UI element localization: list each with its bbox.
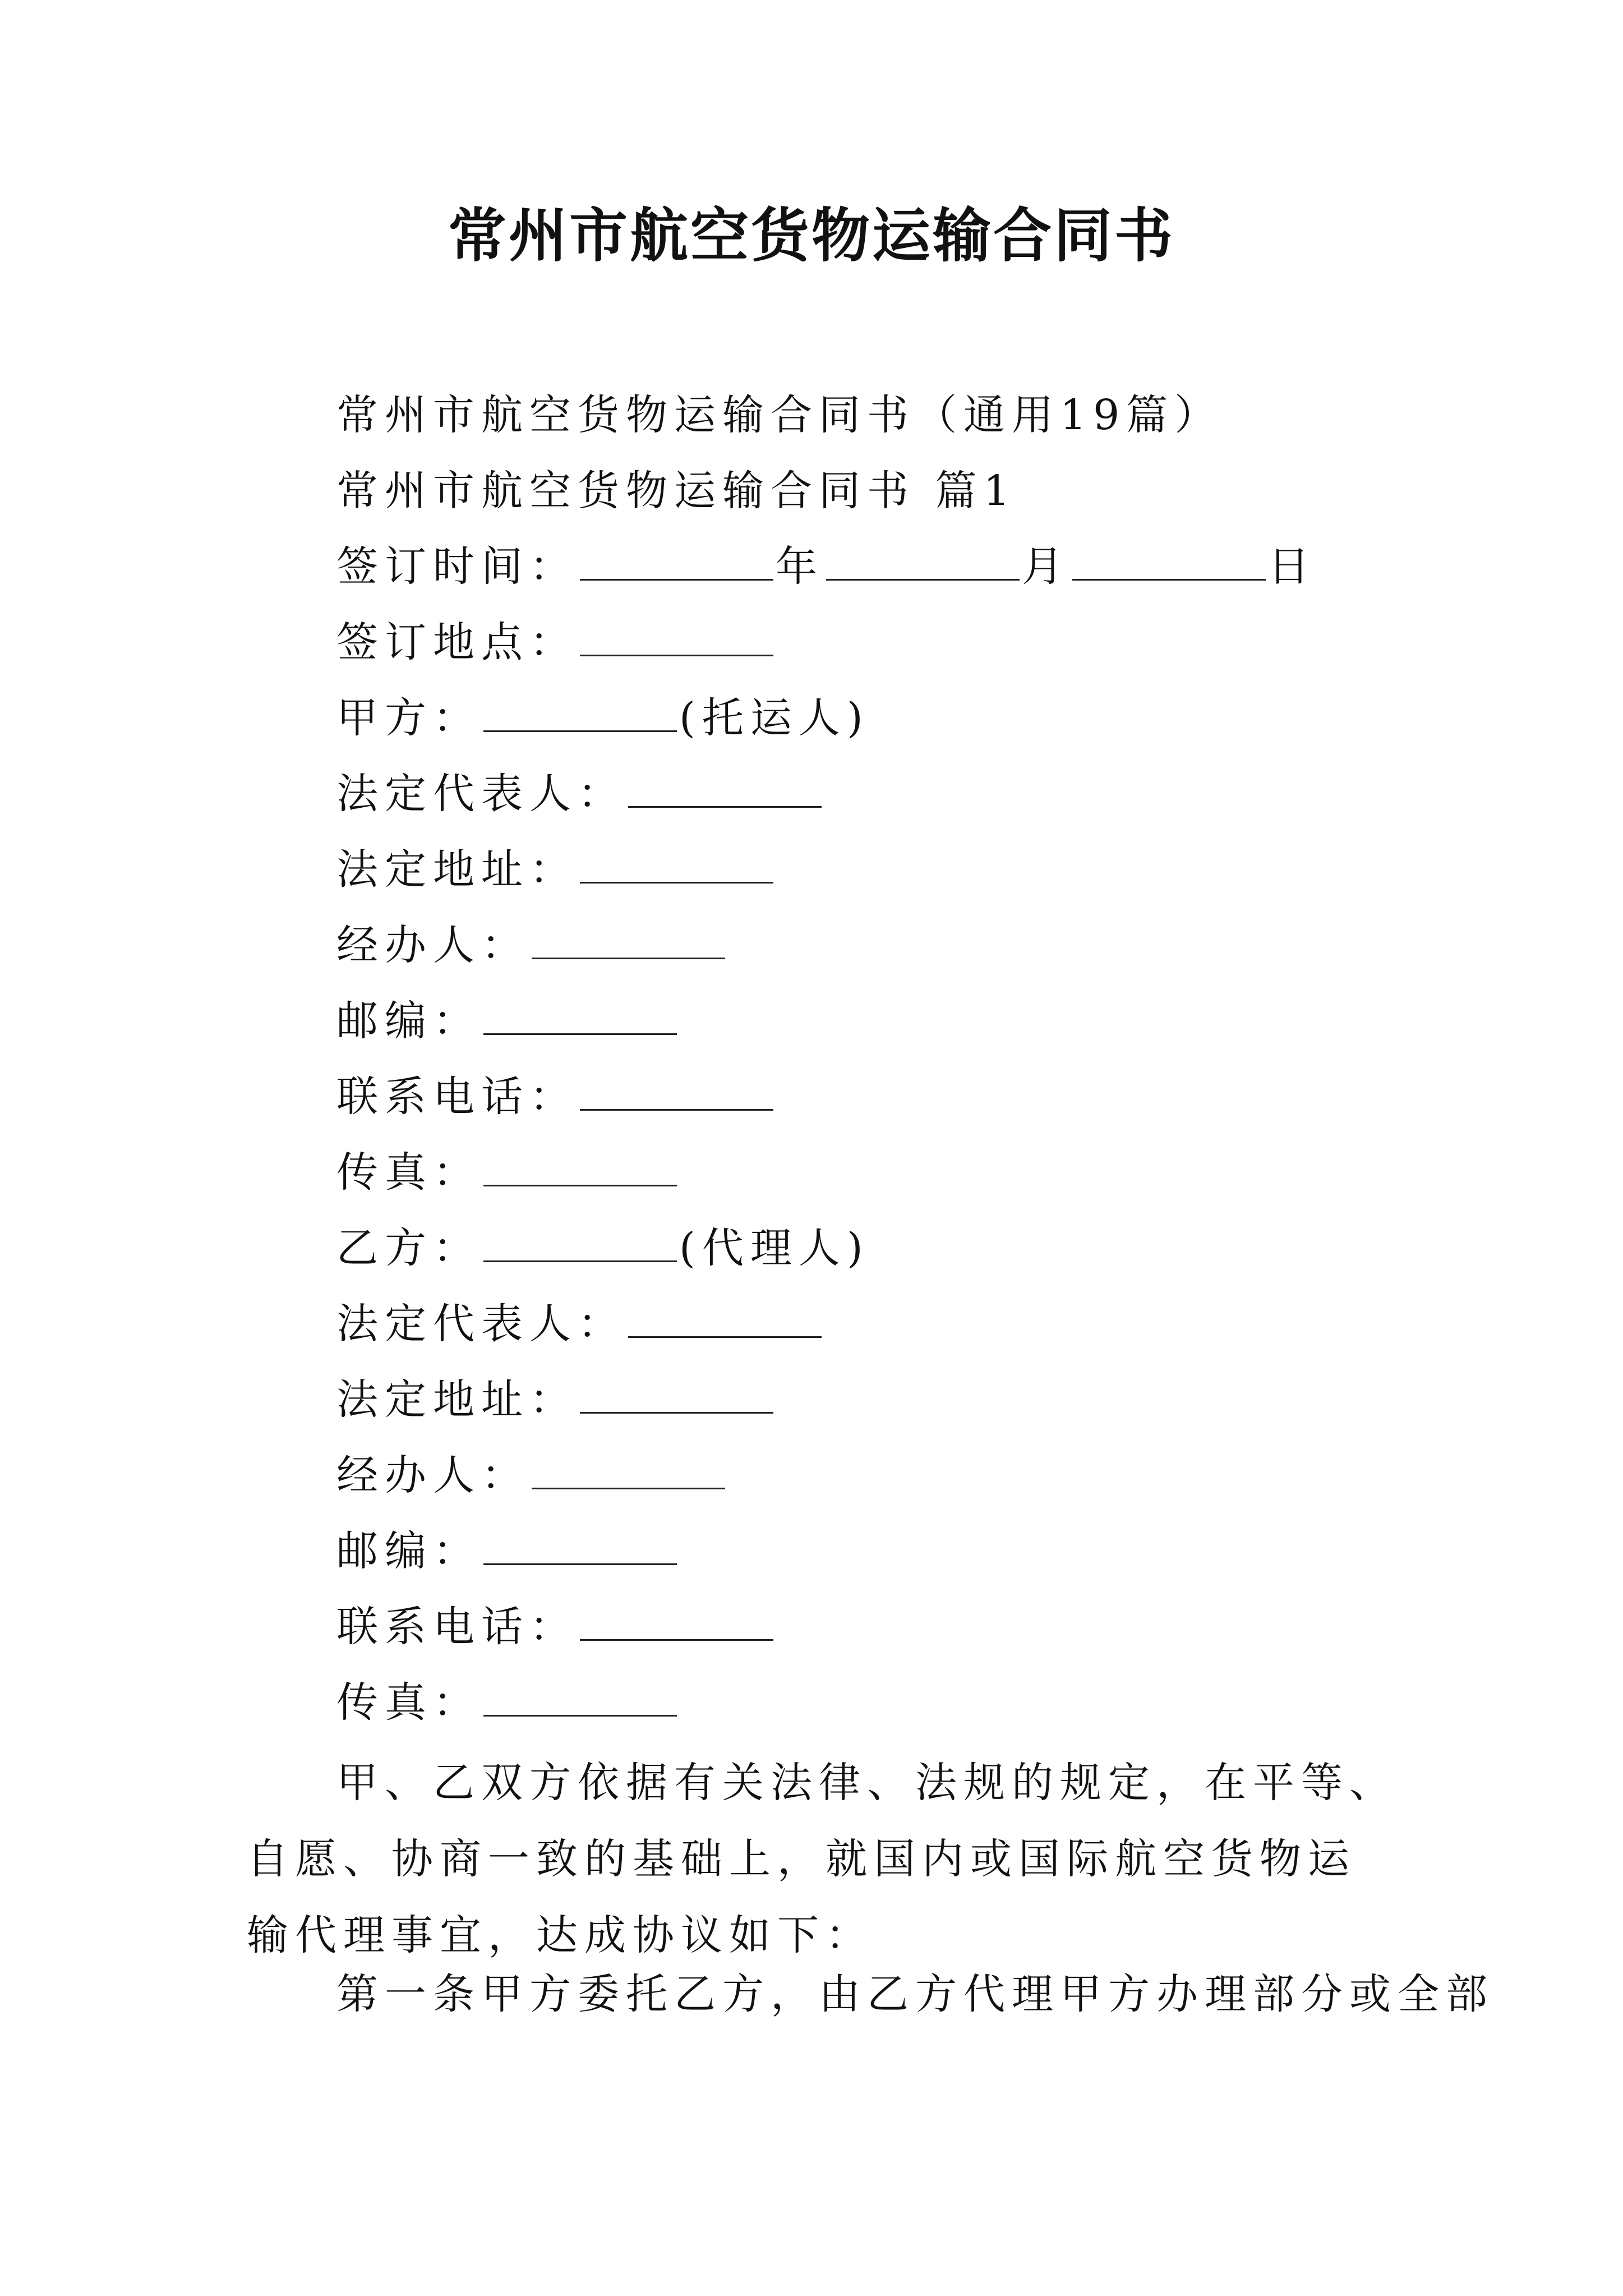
sign-place-label: 签订地点：	[336, 618, 578, 666]
party-b-row	[336, 1220, 870, 1276]
party-a-fax-row	[336, 1144, 679, 1200]
party-a-address-blank[interactable]	[580, 848, 773, 884]
party-b-postcode-row	[336, 1523, 679, 1579]
party-a-address-row	[336, 841, 776, 898]
sign-month-unit: 月	[1022, 542, 1070, 591]
sign-place-row	[336, 614, 776, 670]
party-a-agent-label: 经办人：	[336, 921, 529, 969]
sign-year-unit: 年	[776, 542, 824, 591]
sign-time-row	[336, 539, 1316, 595]
sign-day-blank[interactable]	[1072, 545, 1266, 581]
party-a-phone-blank[interactable]	[580, 1075, 773, 1111]
party-a-legal-rep-blank[interactable]	[628, 772, 822, 808]
party-b-fax-label: 传真：	[336, 1678, 481, 1727]
party-b-role: (代理人)	[679, 1224, 870, 1272]
sign-place-blank[interactable]	[580, 621, 773, 656]
party-a-postcode-blank[interactable]	[483, 1000, 677, 1035]
party-a-postcode-row	[336, 993, 679, 1049]
party-a-postcode-label: 邮编：	[336, 997, 481, 1045]
sign-year-blank[interactable]	[580, 545, 773, 581]
party-a-label: 甲方：	[336, 694, 481, 742]
article-1-start: 第一条甲方委托乙方，由乙方代理甲方办理部分或全部	[336, 1970, 1494, 2018]
party-a-agent-blank[interactable]	[532, 924, 725, 959]
party-b-label: 乙方：	[336, 1224, 481, 1272]
party-a-fax-blank[interactable]	[483, 1151, 677, 1186]
party-b-agent-blank[interactable]	[532, 1454, 725, 1489]
party-a-blank[interactable]	[483, 697, 677, 732]
party-b-fax-blank[interactable]	[483, 1681, 677, 1717]
party-a-phone-row	[336, 1069, 776, 1125]
party-b-postcode-blank[interactable]	[483, 1530, 677, 1565]
party-a-agent-row	[336, 917, 727, 973]
party-b-phone-label: 联系电话：	[336, 1603, 578, 1651]
party-b-legal-rep-row	[336, 1296, 824, 1352]
party-b-legal-rep-label: 法定代表人：	[336, 1300, 626, 1348]
party-b-postcode-label: 邮编：	[336, 1527, 481, 1575]
party-b-address-blank[interactable]	[580, 1378, 773, 1414]
party-a-phone-label: 联系电话：	[336, 1073, 578, 1121]
party-b-phone-row	[336, 1599, 776, 1655]
document-title: 常州市航空货物运输合同书	[448, 201, 1175, 270]
party-a-address-label: 法定地址：	[336, 845, 578, 894]
document-subtitle: 常州市航空货物运输合同书（通用19篇）	[336, 391, 1223, 439]
party-a-role: (托运人)	[679, 694, 870, 742]
party-a-row	[336, 690, 870, 746]
sign-day-unit: 日	[1268, 542, 1316, 591]
party-b-address-label: 法定地址：	[336, 1375, 578, 1424]
intro-paragraph: 甲、乙双方依据有关法律、法规的规定，在平等、自愿、协商一致的基础上，就国内或国际航空货物运输代理事宜，达成协议如下：	[247, 1759, 1398, 1959]
section-heading: 常州市航空货物运输合同书 篇1	[336, 467, 1017, 515]
party-b-fax-row	[336, 1674, 679, 1731]
party-a-fax-label: 传真：	[336, 1148, 481, 1197]
sign-time-label: 签订时间：	[336, 542, 578, 591]
sign-month-blank[interactable]	[826, 545, 1020, 581]
party-b-phone-blank[interactable]	[580, 1605, 773, 1641]
party-b-blank[interactable]	[483, 1227, 677, 1262]
party-a-legal-rep-row	[336, 766, 824, 822]
party-b-legal-rep-blank[interactable]	[628, 1303, 822, 1338]
party-a-legal-rep-label: 法定代表人：	[336, 770, 626, 818]
party-b-address-row	[336, 1372, 776, 1428]
party-b-agent-row	[336, 1447, 727, 1503]
party-b-agent-label: 经办人：	[336, 1451, 529, 1499]
